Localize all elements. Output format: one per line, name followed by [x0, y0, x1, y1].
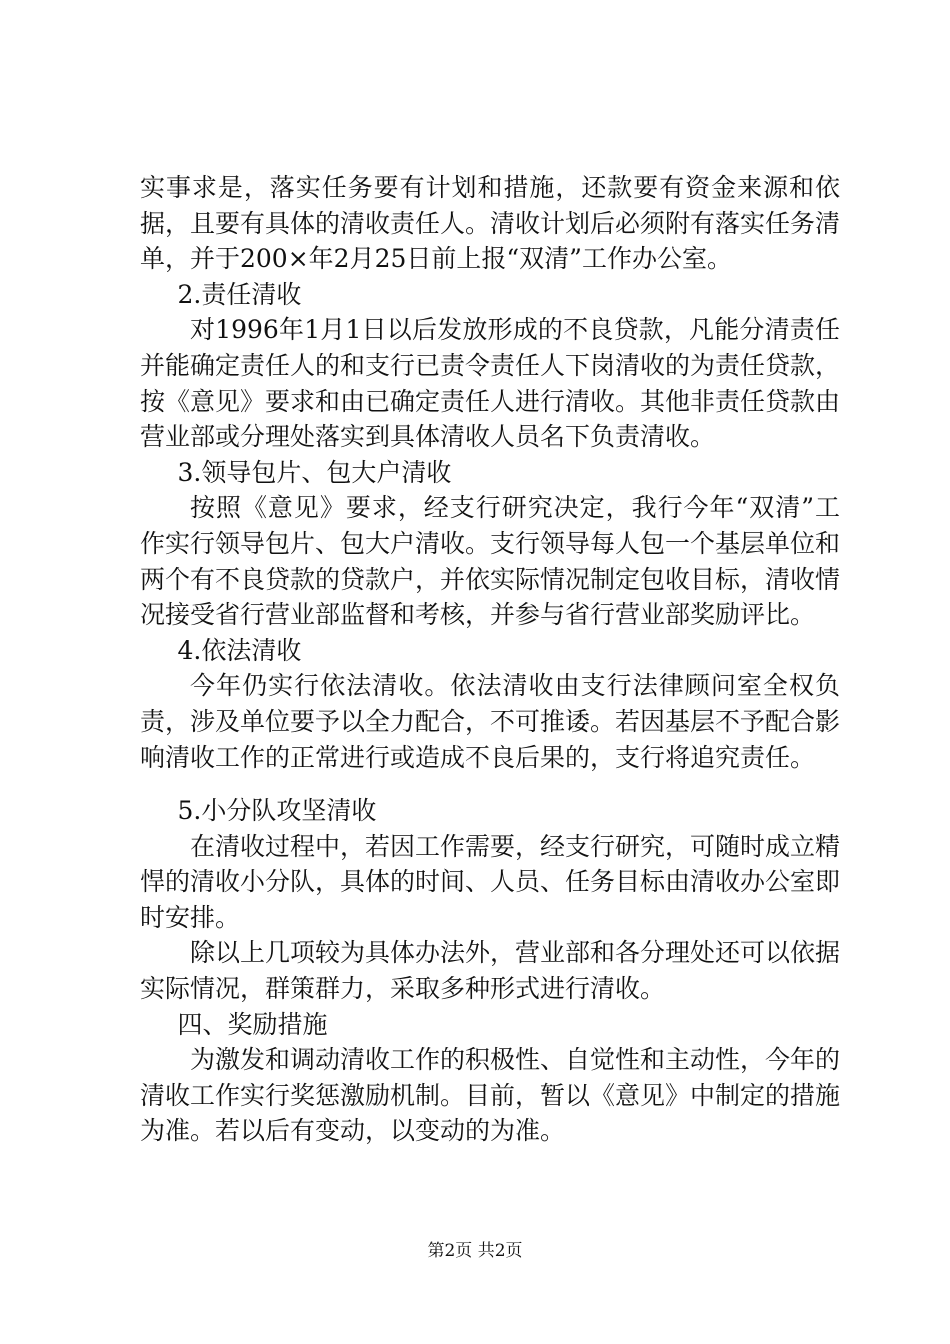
paragraph-legal: 今年仍实行依法清收。依法清收由支行法律顾问室全权负责，涉及单位要予以全力配合，不可推诿。若因基层不予配合影响清收工作的正常进行或造成不良后果的，支行将追究责任。: [140, 671, 841, 772]
paragraph-task-force: 在清收过程中，若因工作需要，经支行研究，可随时成立精悍的清收小分队，具体的时间、人员、任务目标由清收办公室即时安排。: [140, 831, 841, 932]
continuation-paragraph: 实事求是，落实任务要有计划和措施，还款要有资金来源和依据，且要有具体的清收责任人。清收计划后必须附有落实任务清单，并于200×年2月25日前上报“双清”工作办公室。: [140, 173, 841, 274]
paragraph-responsibility: 对1996年1月1日以后发放形成的不良贷款，凡能分清责任并能确定责任人的和支行已责令责任人下岗清收的为责任贷款，按《意见》要求和由已确定责任人进行清收。其他非责任贷款由营业部或分理处落实到具体清收人员名下负责清收。: [140, 315, 841, 452]
paragraph-leadership: 按照《意见》要求，经支行研究决定，我行今年“双清”工作实行领导包片、包大户清收。支行领导每人包一个基层单位和两个有不良贷款的贷款户，并依实际情况制定包收目标，清收情况接受省行营业部监督和考核，并参与省行营业部奖励评比。: [140, 493, 841, 630]
page-number-footer: 第2页 共2页: [427, 1241, 523, 1261]
paragraph-gap: [140, 775, 840, 793]
section-heading-task-force: 5.小分队攻坚清收: [177, 796, 377, 826]
document-body: [140, 170, 840, 1149]
section-heading-legal: 4.依法清收: [177, 635, 302, 665]
section-heading-responsibility: 2.责任清收: [177, 279, 302, 309]
section-heading-rewards: 四、奖励措施: [177, 1009, 328, 1039]
section-heading-leadership: 3.领导包片、包大户清收: [177, 457, 452, 487]
paragraph-rewards: 为激发和调动清收工作的积极性、自觉性和主动性，今年的清收工作实行奖惩激励机制。目前，暂以《意见》中制定的措施为准。若以后有变动，以变动的为准。: [140, 1045, 841, 1146]
paragraph-other-methods: 除以上几项较为具体办法外，营业部和各分理处还可以依据实际情况，群策群力，采取多种形式进行清收。: [140, 938, 841, 1004]
